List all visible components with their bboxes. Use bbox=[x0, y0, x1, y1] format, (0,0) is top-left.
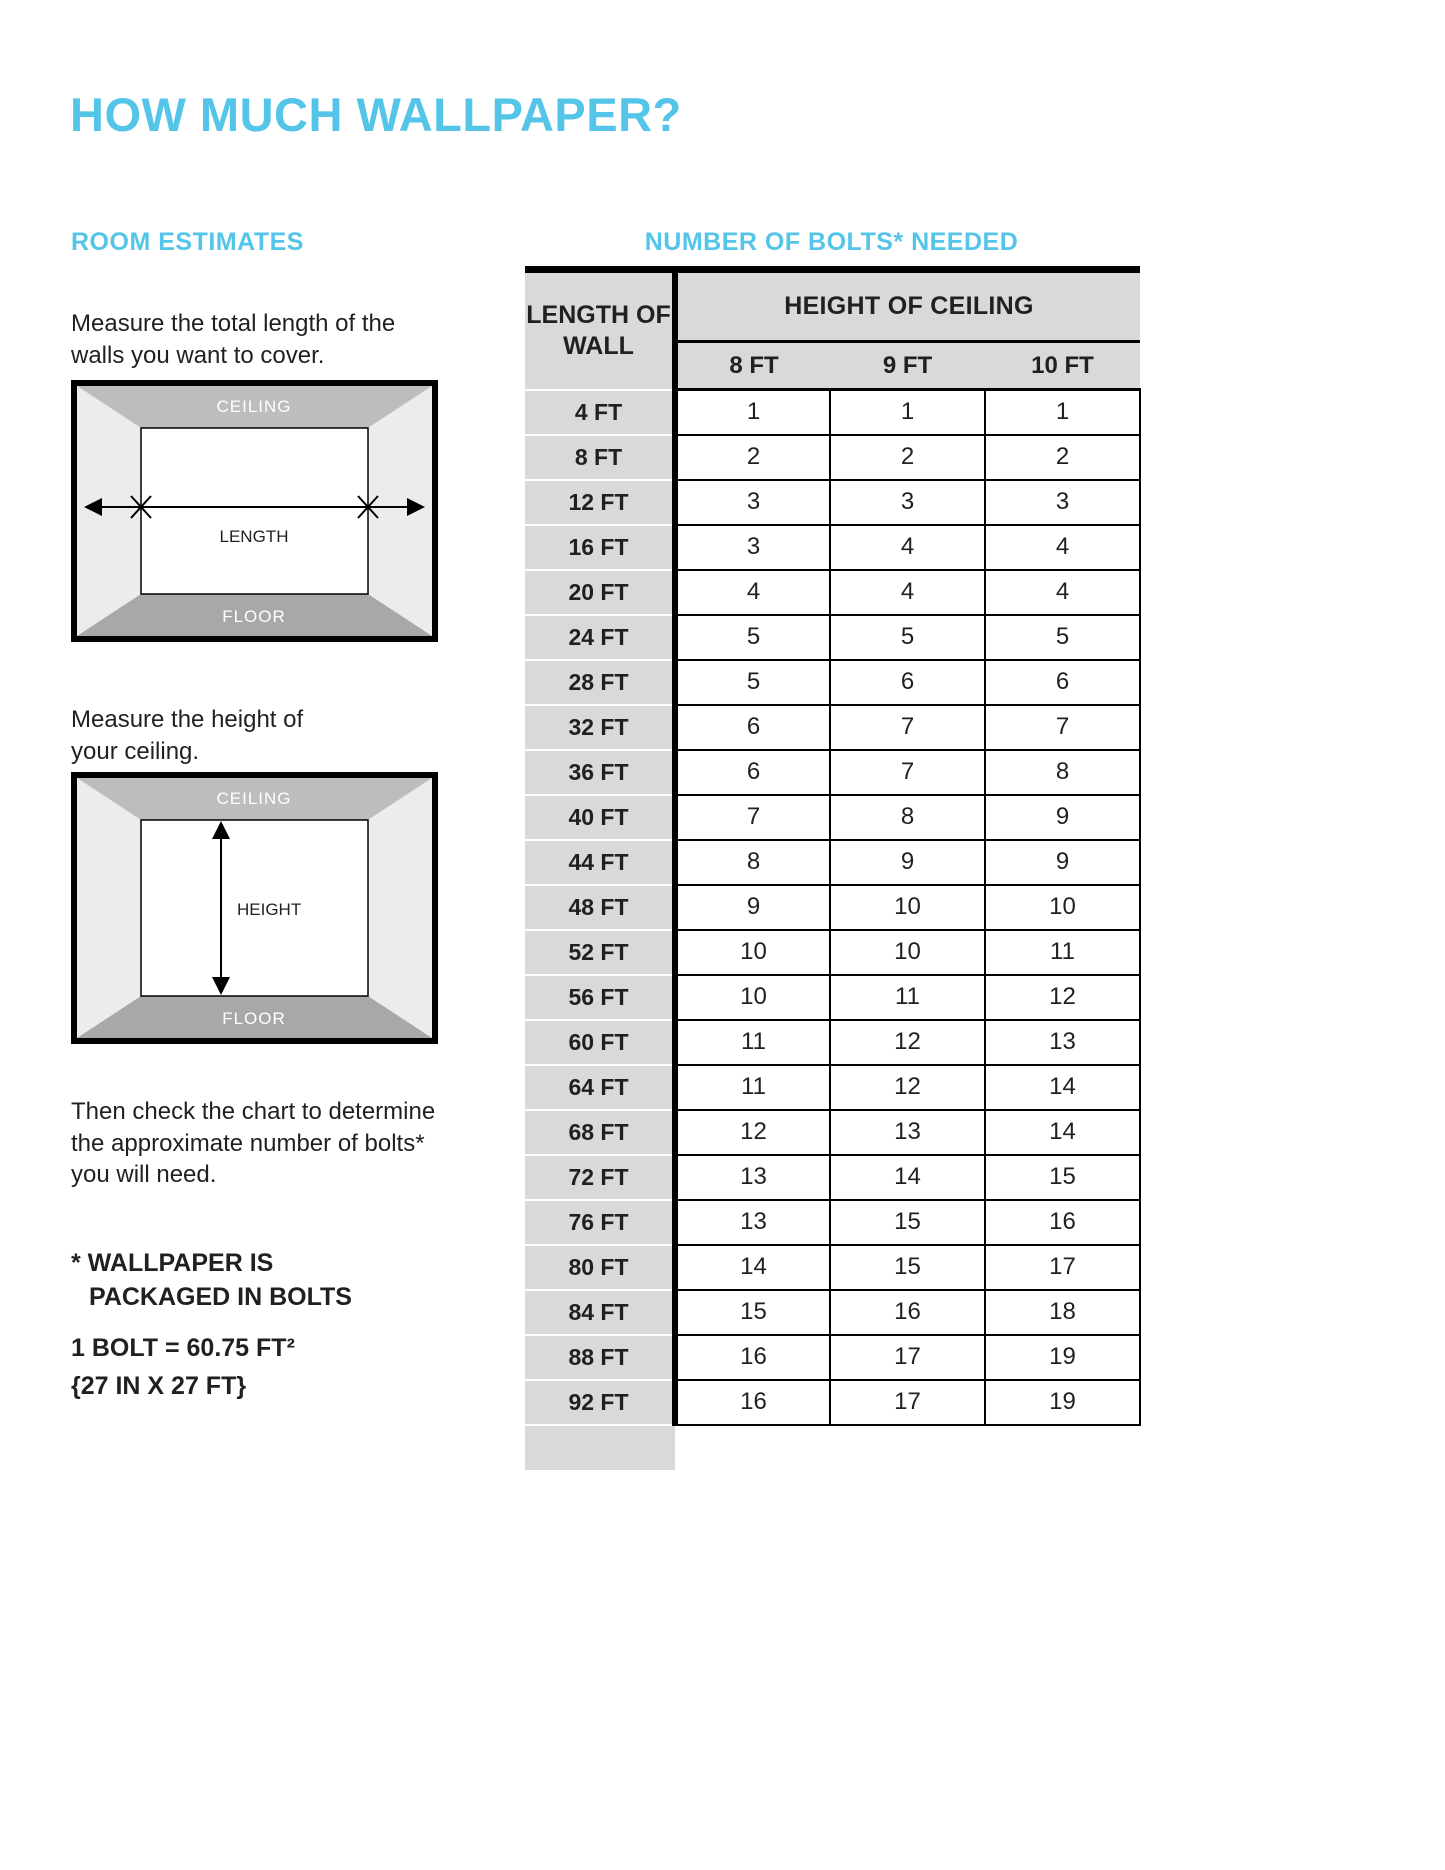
cell: 12 bbox=[830, 1065, 985, 1110]
cell: 13 bbox=[830, 1110, 985, 1155]
left-wall-face bbox=[77, 778, 141, 1038]
cell: 12 bbox=[985, 975, 1140, 1020]
row-length-label: 88 FT bbox=[525, 1335, 675, 1380]
table-row bbox=[525, 435, 1140, 480]
cell: 4 bbox=[830, 525, 985, 570]
cell: 11 bbox=[985, 930, 1140, 975]
row-length-label: 68 FT bbox=[525, 1110, 675, 1155]
instruction-measure-length: Measure the total length of the walls you want to cover. bbox=[71, 310, 396, 369]
cell: 13 bbox=[985, 1020, 1140, 1065]
cell: 14 bbox=[830, 1155, 985, 1200]
cell: 10 bbox=[830, 885, 985, 930]
column-header-10ft: 10 FT bbox=[985, 342, 1140, 390]
cell: 10 bbox=[675, 930, 830, 975]
cell: 11 bbox=[675, 1020, 830, 1065]
table-row bbox=[525, 885, 1140, 930]
bolt-area-line: 1 BOLT = 60.75 FT² bbox=[71, 1334, 295, 1362]
row-length-label: 40 FT bbox=[525, 795, 675, 840]
instruction-check-chart: Then check the chart to determine the approximate number of bolts* you will need. bbox=[71, 1098, 436, 1189]
row-length-label: 20 FT bbox=[525, 570, 675, 615]
cell: 13 bbox=[675, 1155, 830, 1200]
cell: 7 bbox=[830, 705, 985, 750]
row-length-label: 16 FT bbox=[525, 525, 675, 570]
table-body bbox=[525, 390, 1140, 1470]
table-row bbox=[525, 615, 1140, 660]
room-height-diagram bbox=[71, 772, 438, 1044]
cell: 3 bbox=[830, 480, 985, 525]
table-header bbox=[525, 270, 1140, 390]
page-title: HOW MUCH WALLPAPER? bbox=[70, 88, 682, 142]
height-label: HEIGHT bbox=[237, 900, 302, 919]
left-wall-face bbox=[77, 386, 141, 636]
table-row bbox=[525, 795, 1140, 840]
table-row bbox=[525, 1335, 1140, 1380]
cell: 7 bbox=[830, 750, 985, 795]
ceiling-label: CEILING bbox=[216, 397, 292, 416]
row-length-label: 60 FT bbox=[525, 1020, 675, 1065]
back-wall-face bbox=[141, 428, 368, 594]
cell: 15 bbox=[985, 1155, 1140, 1200]
cell: 8 bbox=[830, 795, 985, 840]
row-length-label: 24 FT bbox=[525, 615, 675, 660]
row-length-label: 36 FT bbox=[525, 750, 675, 795]
table-row bbox=[525, 1155, 1140, 1200]
length-label: LENGTH bbox=[219, 527, 289, 546]
cell: 11 bbox=[830, 975, 985, 1020]
row-length-label: 28 FT bbox=[525, 660, 675, 705]
cell: 3 bbox=[675, 480, 830, 525]
cell: 4 bbox=[985, 570, 1140, 615]
table-row bbox=[525, 525, 1140, 570]
cell: 4 bbox=[985, 525, 1140, 570]
cell: 1 bbox=[675, 390, 830, 435]
footnote-line-1: * WALLPAPER IS bbox=[71, 1249, 274, 1277]
cell: 1 bbox=[985, 390, 1140, 435]
row-length-label: 32 FT bbox=[525, 705, 675, 750]
ceiling-label: CEILING bbox=[216, 789, 292, 808]
length-column-stub bbox=[525, 1425, 675, 1470]
cell: 19 bbox=[985, 1380, 1140, 1425]
length-of-wall-header: LENGTH OF WALL bbox=[525, 270, 675, 390]
cell: 14 bbox=[985, 1110, 1140, 1155]
cell: 16 bbox=[675, 1335, 830, 1380]
right-wall-face bbox=[368, 386, 432, 636]
cell: 17 bbox=[830, 1335, 985, 1380]
bolts-needed-table bbox=[525, 266, 1141, 1470]
row-length-label: 76 FT bbox=[525, 1200, 675, 1245]
row-length-label: 4 FT bbox=[525, 390, 675, 435]
cell: 8 bbox=[675, 840, 830, 885]
table-row bbox=[525, 840, 1140, 885]
row-length-label: 80 FT bbox=[525, 1245, 675, 1290]
row-length-label: 12 FT bbox=[525, 480, 675, 525]
column-header-8ft: 8 FT bbox=[675, 342, 830, 390]
cell: 12 bbox=[675, 1110, 830, 1155]
cell: 5 bbox=[985, 615, 1140, 660]
cell: 6 bbox=[675, 750, 830, 795]
cell: 19 bbox=[985, 1335, 1140, 1380]
table-row bbox=[525, 1245, 1140, 1290]
cell: 17 bbox=[830, 1380, 985, 1425]
cell: 15 bbox=[830, 1245, 985, 1290]
table-row bbox=[525, 390, 1140, 435]
row-length-label: 56 FT bbox=[525, 975, 675, 1020]
table-row bbox=[525, 1065, 1140, 1110]
row-length-label: 72 FT bbox=[525, 1155, 675, 1200]
cell: 9 bbox=[675, 885, 830, 930]
cell: 18 bbox=[985, 1290, 1140, 1335]
table-row bbox=[525, 930, 1140, 975]
cell: 16 bbox=[985, 1200, 1140, 1245]
floor-label: FLOOR bbox=[222, 607, 286, 626]
bolts-footnote bbox=[71, 1247, 352, 1315]
cell: 8 bbox=[985, 750, 1140, 795]
table-row bbox=[525, 975, 1140, 1020]
cell: 5 bbox=[830, 615, 985, 660]
cell: 3 bbox=[985, 480, 1140, 525]
right-wall-face bbox=[368, 778, 432, 1038]
bolts-needed-heading: NUMBER OF BOLTS* NEEDED bbox=[644, 228, 1019, 256]
cell: 13 bbox=[675, 1200, 830, 1245]
row-length-label: 84 FT bbox=[525, 1290, 675, 1335]
cell: 17 bbox=[985, 1245, 1140, 1290]
table-row bbox=[525, 1380, 1140, 1425]
column-header-9ft: 9 FT bbox=[830, 342, 985, 390]
cell: 2 bbox=[830, 435, 985, 480]
cell: 9 bbox=[985, 840, 1140, 885]
table-footer-stub bbox=[525, 1425, 1140, 1470]
footnote-line-2: PACKAGED IN BOLTS bbox=[89, 1282, 352, 1311]
cell: 16 bbox=[830, 1290, 985, 1335]
table-row bbox=[525, 1020, 1140, 1065]
floor-label: FLOOR bbox=[222, 1009, 286, 1028]
table-row bbox=[525, 570, 1140, 615]
cell: 2 bbox=[675, 435, 830, 480]
row-length-label: 48 FT bbox=[525, 885, 675, 930]
bolt-dimensions-line: {27 IN X 27 FT} bbox=[71, 1371, 247, 1400]
cell: 2 bbox=[985, 435, 1140, 480]
cell: 10 bbox=[830, 930, 985, 975]
cell: 9 bbox=[830, 840, 985, 885]
cell: 11 bbox=[675, 1065, 830, 1110]
cell: 5 bbox=[675, 615, 830, 660]
row-length-label: 52 FT bbox=[525, 930, 675, 975]
room-length-diagram bbox=[71, 380, 438, 642]
cell: 10 bbox=[985, 885, 1140, 930]
room-estimates-heading: ROOM ESTIMATES bbox=[71, 228, 304, 256]
row-length-label: 64 FT bbox=[525, 1065, 675, 1110]
row-length-label: 44 FT bbox=[525, 840, 675, 885]
cell: 4 bbox=[675, 570, 830, 615]
cell: 7 bbox=[985, 705, 1140, 750]
table-row bbox=[525, 705, 1140, 750]
cell: 12 bbox=[830, 1020, 985, 1065]
cell: 9 bbox=[985, 795, 1140, 840]
table-row bbox=[525, 1200, 1140, 1245]
cell: 15 bbox=[675, 1290, 830, 1335]
height-of-ceiling-header: HEIGHT OF CEILING bbox=[675, 270, 1140, 342]
table-row bbox=[525, 660, 1140, 705]
instruction-measure-height: Measure the height of your ceiling. bbox=[71, 706, 304, 765]
cell: 6 bbox=[830, 660, 985, 705]
stub-empty bbox=[675, 1425, 1140, 1470]
row-length-label: 92 FT bbox=[525, 1380, 675, 1425]
bolt-size-info bbox=[71, 1330, 295, 1405]
cell: 3 bbox=[675, 525, 830, 570]
cell: 14 bbox=[985, 1065, 1140, 1110]
table-row bbox=[525, 480, 1140, 525]
cell: 7 bbox=[675, 795, 830, 840]
cell: 1 bbox=[830, 390, 985, 435]
row-length-label: 8 FT bbox=[525, 435, 675, 480]
cell: 10 bbox=[675, 975, 830, 1020]
cell: 4 bbox=[830, 570, 985, 615]
table-row bbox=[525, 750, 1140, 795]
cell: 16 bbox=[675, 1380, 830, 1425]
cell: 15 bbox=[830, 1200, 985, 1245]
cell: 6 bbox=[985, 660, 1140, 705]
cell: 6 bbox=[675, 705, 830, 750]
table-row bbox=[525, 1290, 1140, 1335]
table-row bbox=[525, 1110, 1140, 1155]
cell: 14 bbox=[675, 1245, 830, 1290]
cell: 5 bbox=[675, 660, 830, 705]
